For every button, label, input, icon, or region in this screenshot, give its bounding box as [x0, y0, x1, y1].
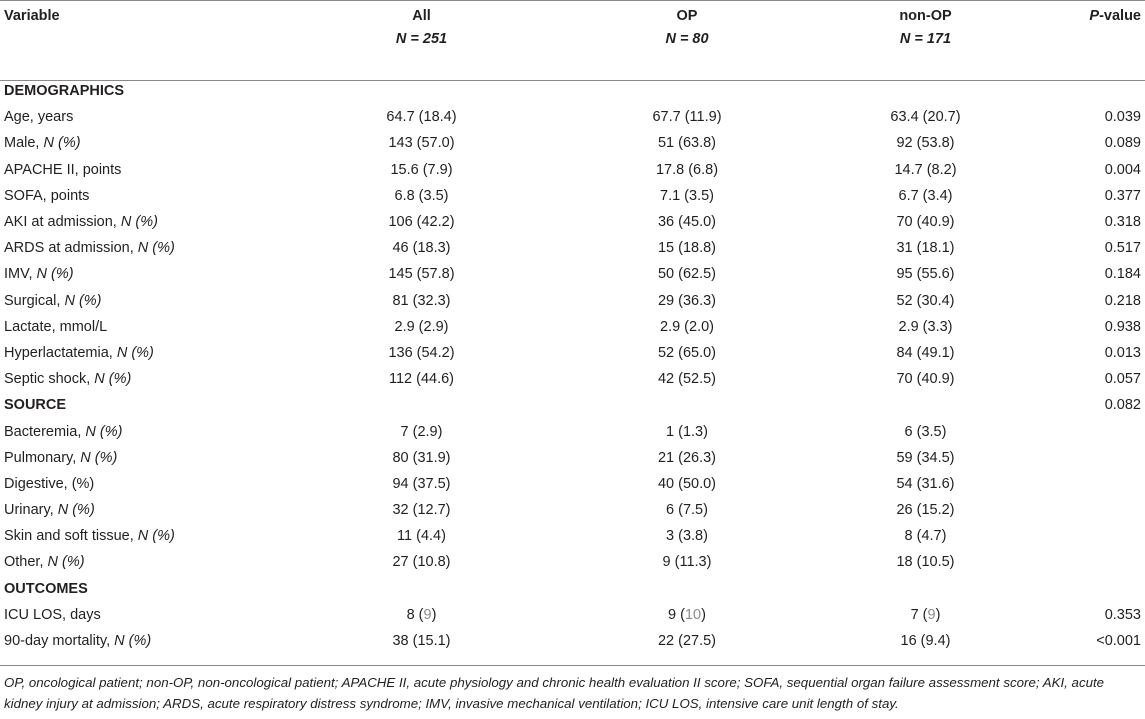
cell-pvalue	[1030, 497, 1145, 523]
row-label: Lactate, mmol/L	[4, 318, 108, 335]
row-label: IMV, N (%)	[4, 266, 74, 283]
cell-nonop: 70 (40.9)	[896, 214, 955, 231]
cell-op: 6 (7.5)	[666, 502, 708, 519]
cell-all: 106 (42.2)	[388, 214, 455, 231]
cell-all: 94 (37.5)	[392, 475, 451, 492]
cell-op: 21 (26.3)	[657, 449, 717, 466]
cell-op: 51 (63.8)	[657, 135, 717, 152]
cell-op: 22 (27.5)	[657, 633, 717, 650]
cell-op: 50 (62.5)	[657, 266, 717, 283]
section-label: OUTCOMES	[4, 580, 88, 597]
cell-pvalue: 0.004	[1104, 161, 1141, 178]
table-row	[0, 235, 1145, 261]
row-label: SOFA, points	[4, 187, 90, 204]
cell-nonop: 70 (40.9)	[896, 371, 955, 388]
cell-pvalue: 0.938	[1104, 318, 1141, 335]
cell-pvalue	[1030, 523, 1145, 549]
row-label: Male, N (%)	[4, 135, 81, 152]
cell-all: 6.8 (3.5)	[394, 187, 449, 204]
header-row	[0, 0, 1145, 26]
header-op: OP	[676, 8, 698, 24]
cell-op: 40 (50.0)	[657, 475, 717, 492]
cell-nonop: 52 (30.4)	[896, 292, 955, 309]
cell-pvalue: 0.013	[1104, 344, 1141, 361]
header-nonop: non-OP	[899, 8, 952, 24]
cell-nonop: 95 (55.6)	[896, 266, 955, 283]
header-n-op: N = 80	[665, 31, 709, 47]
table-row	[0, 497, 1145, 523]
cell-nonop: 8 (4.7)	[904, 528, 947, 545]
source-pvalue: 0.082	[1104, 397, 1141, 414]
row-label: Pulmonary, N (%)	[4, 449, 118, 466]
cell-pvalue	[1030, 471, 1145, 497]
demographics-rows	[0, 104, 1145, 392]
cell-nonop: 31 (18.1)	[896, 240, 955, 257]
section-label: DEMOGRAPHICS	[4, 83, 125, 100]
cell-pvalue	[1030, 549, 1145, 575]
table-row	[0, 340, 1145, 366]
cell-pvalue	[1030, 445, 1145, 471]
footnote: OP, oncological patient; non-OP, non-oncological patient; APACHE II, acute physiology and chronic health evaluation II score; SOFA, sequential organ failure assessment score; AKI, acute kidney injury at admission; ARDS, acute respiratory distress syndrome; IMV, invasive mechanical ventilation; ICU LOS, intensive care unit length of stay.	[4, 675, 1105, 711]
cell-all: 38 (15.1)	[392, 633, 451, 650]
row-label: Digestive, (%)	[4, 475, 95, 492]
cell-pvalue	[1030, 418, 1145, 444]
table-row	[0, 209, 1145, 235]
header-n-nonop: N = 171	[899, 31, 952, 47]
cell-pvalue: 0.089	[1104, 135, 1141, 152]
cell-all: 143 (57.0)	[388, 135, 455, 152]
cell-all: 32 (12.7)	[392, 502, 451, 519]
cell-nonop: 6 (3.5)	[904, 423, 947, 440]
table-row	[0, 261, 1145, 287]
section-outcomes	[0, 576, 1145, 602]
cell-pvalue: 0.057	[1104, 371, 1141, 388]
cell-nonop: 2.9 (3.3)	[898, 318, 953, 335]
cell-pvalue: 0.039	[1104, 109, 1141, 126]
cell-pvalue: 0.184	[1104, 266, 1141, 283]
table-row	[0, 602, 1145, 628]
header-n-row	[0, 26, 1145, 64]
row-label: Surgical, N (%)	[4, 292, 102, 309]
table-row	[0, 628, 1145, 654]
row-label: Hyperlactatemia, N (%)	[4, 344, 154, 361]
row-label: ARDS at admission, N (%)	[4, 240, 175, 257]
cell-all: 136 (54.2)	[388, 344, 455, 361]
cell-pvalue: 0.353	[1104, 606, 1141, 623]
cell-nonop: 26 (15.2)	[896, 502, 955, 519]
cell-nonop: 84 (49.1)	[896, 344, 955, 361]
table-row	[0, 445, 1145, 471]
table-row	[0, 288, 1145, 314]
cell-op: 29 (36.3)	[657, 292, 717, 309]
cell-all: 112 (44.6)	[388, 371, 455, 388]
table-row	[0, 130, 1145, 156]
cell-all: 46 (18.3)	[392, 240, 451, 257]
cell-nonop: 16 (9.4)	[900, 633, 951, 650]
header-pvalue: P-value	[1089, 8, 1141, 24]
cell-op: 1 (1.3)	[666, 423, 708, 440]
cell-nonop: 54 (31.6)	[896, 475, 955, 492]
cell-op: 52 (65.0)	[657, 344, 717, 361]
cell-nonop: 6.7 (3.4)	[898, 187, 953, 204]
row-label: APACHE II, points	[4, 161, 122, 178]
table-row	[0, 523, 1145, 549]
header-all: All	[412, 8, 431, 24]
row-label: Other, N (%)	[4, 554, 85, 571]
row-label: Septic shock, N (%)	[4, 371, 132, 388]
table-row	[0, 418, 1145, 444]
cell-nonop: 14.7 (8.2)	[894, 161, 957, 178]
cell-op: 9 (11.3)	[662, 554, 712, 571]
cell-all: 15.6 (7.9)	[390, 161, 453, 178]
source-rows	[0, 418, 1145, 575]
cell-pvalue: 0.377	[1104, 187, 1141, 204]
table-row	[0, 471, 1145, 497]
cell-op: 3 (3.8)	[666, 528, 708, 545]
row-label: ICU LOS, days	[4, 606, 101, 623]
header-variable: Variable	[4, 8, 60, 24]
header-n-all: N = 251	[395, 31, 448, 47]
row-label: Urinary, N (%)	[4, 502, 95, 519]
table-row	[0, 157, 1145, 183]
cell-op: 36 (45.0)	[657, 214, 717, 231]
table-row	[0, 104, 1145, 130]
table-row	[0, 366, 1145, 392]
section-label: SOURCE	[4, 397, 67, 414]
section-demographics	[0, 64, 1145, 104]
cell-nonop: 7 (9)	[910, 606, 941, 623]
table-row	[0, 183, 1145, 209]
bottom-rule	[0, 665, 1145, 666]
cell-all: 64.7 (18.4)	[386, 109, 457, 126]
cell-all: 27 (10.8)	[392, 554, 451, 571]
cell-all: 8 (9)	[406, 606, 437, 623]
cell-nonop: 92 (53.8)	[896, 135, 955, 152]
row-label: Bacteremia, N (%)	[4, 423, 123, 440]
cell-nonop: 18 (10.5)	[896, 554, 955, 571]
row-label: 90-day mortality, N (%)	[4, 633, 152, 650]
cell-op: 17.8 (6.8)	[655, 161, 719, 178]
cell-all: 2.9 (2.9)	[394, 318, 449, 335]
cell-op: 67.7 (11.9)	[652, 109, 722, 126]
table-row	[0, 314, 1145, 340]
cell-op: 9 (10)	[668, 606, 706, 623]
cell-all: 81 (32.3)	[392, 292, 451, 309]
cell-op: 2.9 (2.0)	[660, 318, 714, 335]
cell-op: 15 (18.8)	[657, 240, 717, 257]
cell-all: 7 (2.9)	[400, 423, 443, 440]
cell-nonop: 59 (34.5)	[896, 449, 955, 466]
row-label: Skin and soft tissue, N (%)	[4, 528, 175, 545]
cell-all: 11 (4.4)	[397, 528, 446, 545]
cell-pvalue: 0.318	[1104, 214, 1141, 231]
cell-nonop: 63.4 (20.7)	[890, 109, 961, 126]
cell-op: 7.1 (3.5)	[660, 187, 714, 204]
cell-all: 80 (31.9)	[392, 449, 451, 466]
table-row	[0, 549, 1145, 575]
cell-pvalue: 0.218	[1104, 292, 1141, 309]
row-label: AKI at admission, N (%)	[4, 214, 158, 231]
row-label: Age, years	[4, 109, 74, 126]
cell-pvalue: <0.001	[1096, 633, 1141, 650]
section-source	[0, 392, 1145, 418]
cell-pvalue: 0.517	[1104, 240, 1141, 257]
cell-op: 42 (52.5)	[657, 371, 717, 388]
cell-all: 145 (57.8)	[388, 266, 455, 283]
